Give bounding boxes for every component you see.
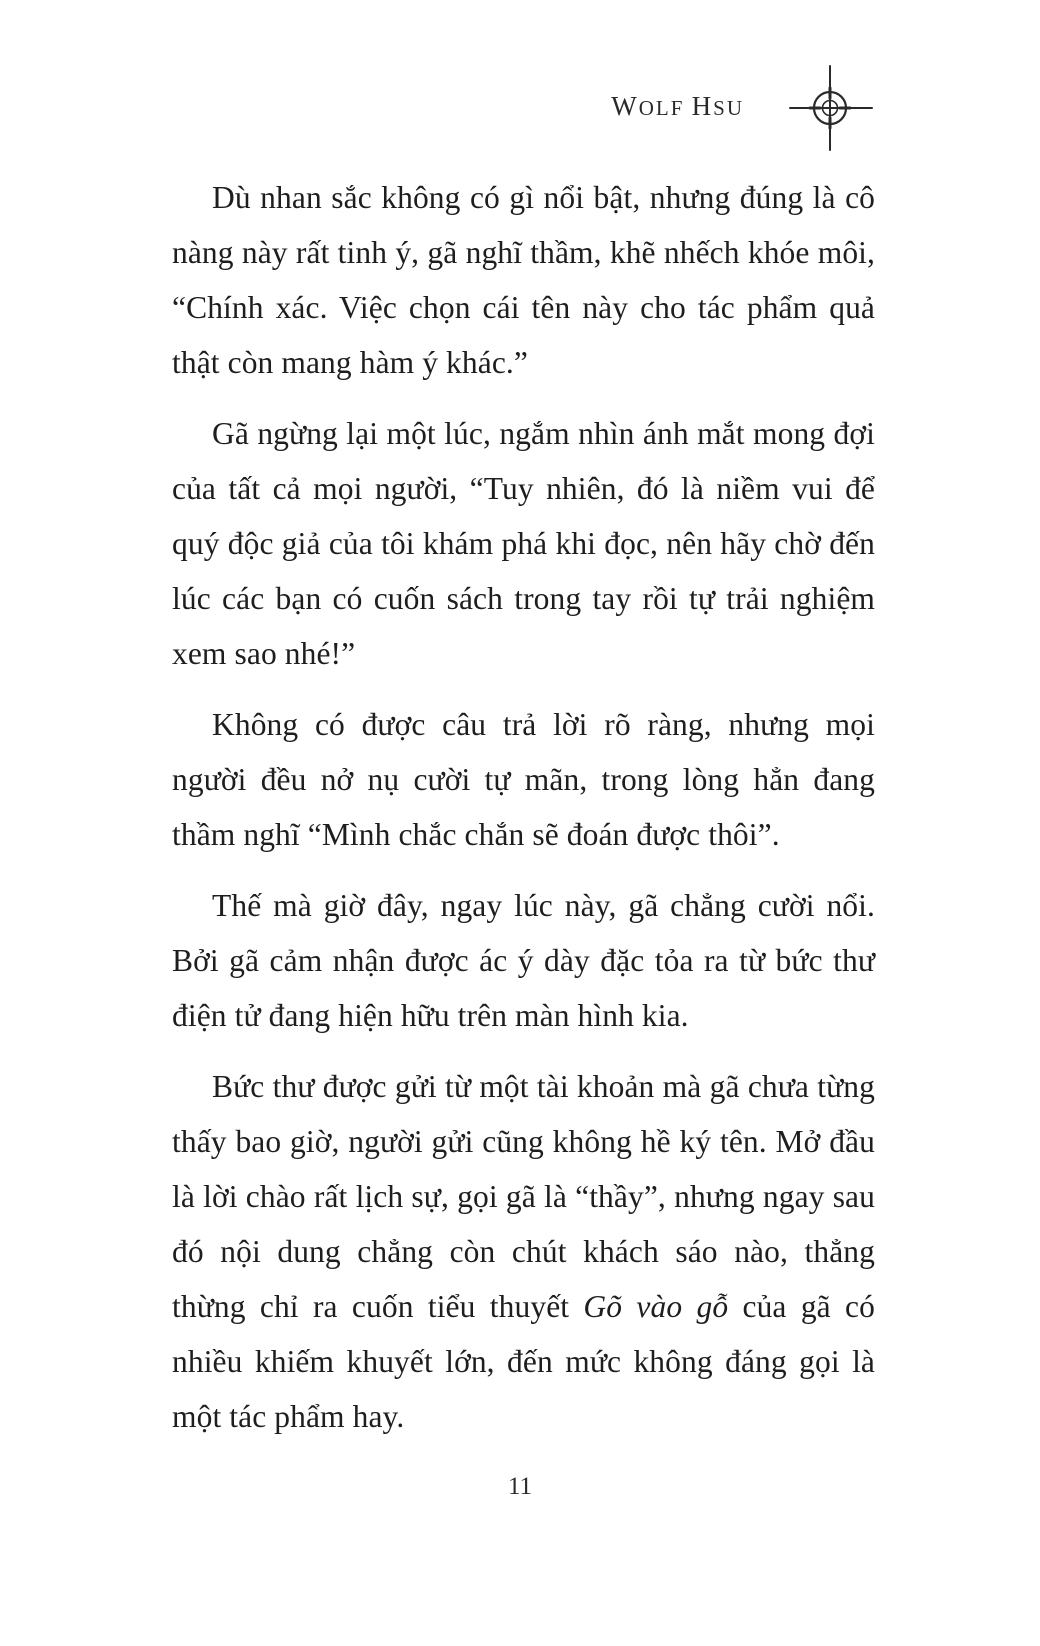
paragraph: Dù nhan sắc không có gì nổi bật, nhưng đúng là cô nàng này rất tinh ý, gã nghĩ thầm, khẽ nhếch khóe môi, “Chính xác. Việc chọn cái tên này cho tác phẩm quả thật còn mang hàm ý khác.” — [172, 180, 875, 380]
paragraph: Thế mà giờ đây, ngay lúc này, gã chẳng cười nổi. Bởi gã cảm nhận được ác ý dày đặc tỏa ra từ bức thư điện tử đang hiện hữu trên màn hình kia. — [172, 888, 875, 1033]
paragraph: Gã ngừng lại một lúc, ngắm nhìn ánh mắt mong đợi của tất cả mọi người, “Tuy nhiên, đó là niềm vui để quý độc giả của tôi khám phá khi đọc, nên hãy chờ đến lúc các bạn có cuốn sách trong tay rồi tự trải nghiệm xem sao nhé!” — [172, 416, 875, 671]
page-number: 11 — [507, 1473, 533, 1500]
book-title: Gõ vào gỗ — [583, 1289, 729, 1324]
crosshair-icon — [788, 62, 876, 156]
paragraph-text: của gã có nhiều khiếm khuyết lớn, đến mức không đáng gọi là một tác phẩm hay. — [172, 1289, 875, 1434]
running-header-author: WOLF HSU — [611, 91, 744, 121]
paragraph — [172, 1059, 875, 1444]
paragraph-text: Bức thư được gửi từ một tài khoản mà gã chưa từng thấy bao giờ, người gửi cũng không hề ký tên. Mở đầu là lời chào rất lịch sự, gọi gã là “thầy”, nhưng ngay sau đó nội dung chẳng còn chút khách sáo nào, thẳng thừng chỉ ra cuốn tiểu thuyết — [172, 1069, 875, 1324]
paragraph: Không có được câu trả lời rõ ràng, nhưng mọi người đều nở nụ cười tự mãn, trong lòng hẳn đang thầm nghĩ “Mình chắc chắn sẽ đoán được thôi”. — [172, 707, 875, 852]
page-body — [172, 170, 875, 1460]
